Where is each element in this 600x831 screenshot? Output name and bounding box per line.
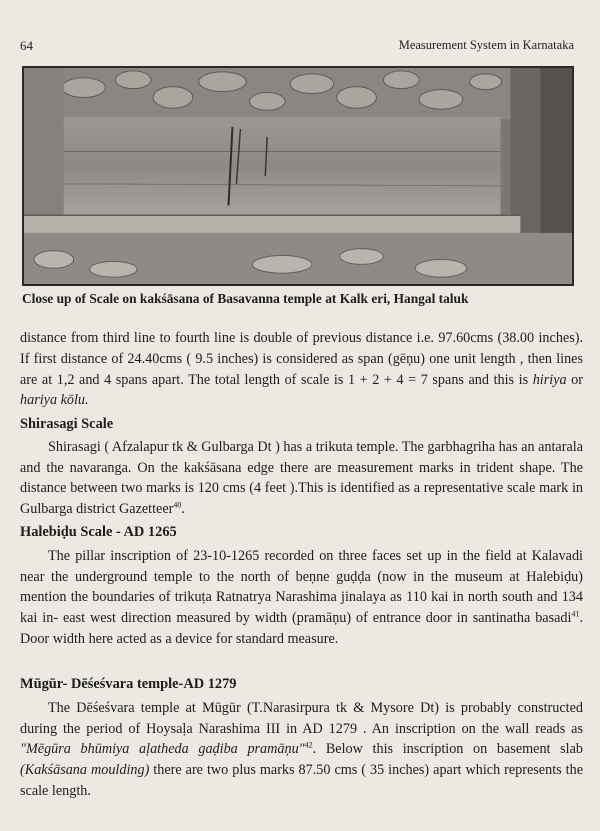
body-text <box>20 328 583 411</box>
paragraph-continued: distance from third line to fourth line is double of previous distance i.e. 97.60cms (38.00 inches). If first distance of 24.40cms ( 9.5 inches) is considered as span (gēņu) one unit length , then lines are at 1,2 and 4 spans apart. The total length of scale is 1 + 2 + 4 = 7 spans and this is hiriya or hariya kōlu. <box>20 330 583 409</box>
heading-shirasagi: Shirasagi Scale <box>20 416 114 432</box>
paragraph-mugur: The Dēśeśvara temple at Mūgūr (T.Narasirpura tk & Mysore Dt) is probably constructed during the period of Hoysaḷa Narashima III in AD 1279 . An inscription on the wall reads as "Mēgūra bhūmiya aḷatheda gaḍiba pramāņu"$^{42}$. Below this inscription on basement slab (Kakśāsana moulding) there are two plus marks 87.50 cms ( 35 inches) apart which represents the scale length. <box>20 699 583 799</box>
paragraph-shirasagi: Shirasagi ( Afzalapur tk & Gulbarga Dt ) has a trikuta temple. The garbhagriha has an antarala and the navaranga. On the kakśāsana edge there are measurement marks in trident shape. The distance between two marks is 120 cms (4 feet ).This is identified as a representative scale mark in Gulbarga district Gazetteer$^{40}$. <box>20 438 583 518</box>
paragraph-halebidu: The pillar inscription of 23-10-1265 recorded on three faces set up in the field at Kalavadi near the underground temple to the north of beṇne guḍḍa (now in the museum at Halebiḍu) mention the boundaries of trikuṭa Ratnatrya Narashima jinalaya as 110 kai in north south and 134 kai in- east west direction measured by width (pramāņu) of entrance door in santinatha basadi$^{41}$. Door width here acted as a device for standard measure. <box>20 547 583 647</box>
section-mugur <box>20 674 583 802</box>
page-number: 64 <box>20 38 33 53</box>
section-halebidu <box>20 522 583 650</box>
heading-halebidu: Halebiḍu Scale - AD 1265 <box>20 524 177 540</box>
photo-graphic <box>24 68 572 284</box>
running-head: Measurement System in Karnataka <box>398 38 574 52</box>
section-shirasagi <box>20 414 583 520</box>
figure-caption: Close up of Scale on kakśāsana of Basavanna temple at Kalk eri, Hangal taluk <box>22 291 469 306</box>
heading-mugur: Mūgūr- Dēśeśvara temple-AD 1279 <box>20 676 237 692</box>
temple-scale-photo <box>22 66 574 286</box>
